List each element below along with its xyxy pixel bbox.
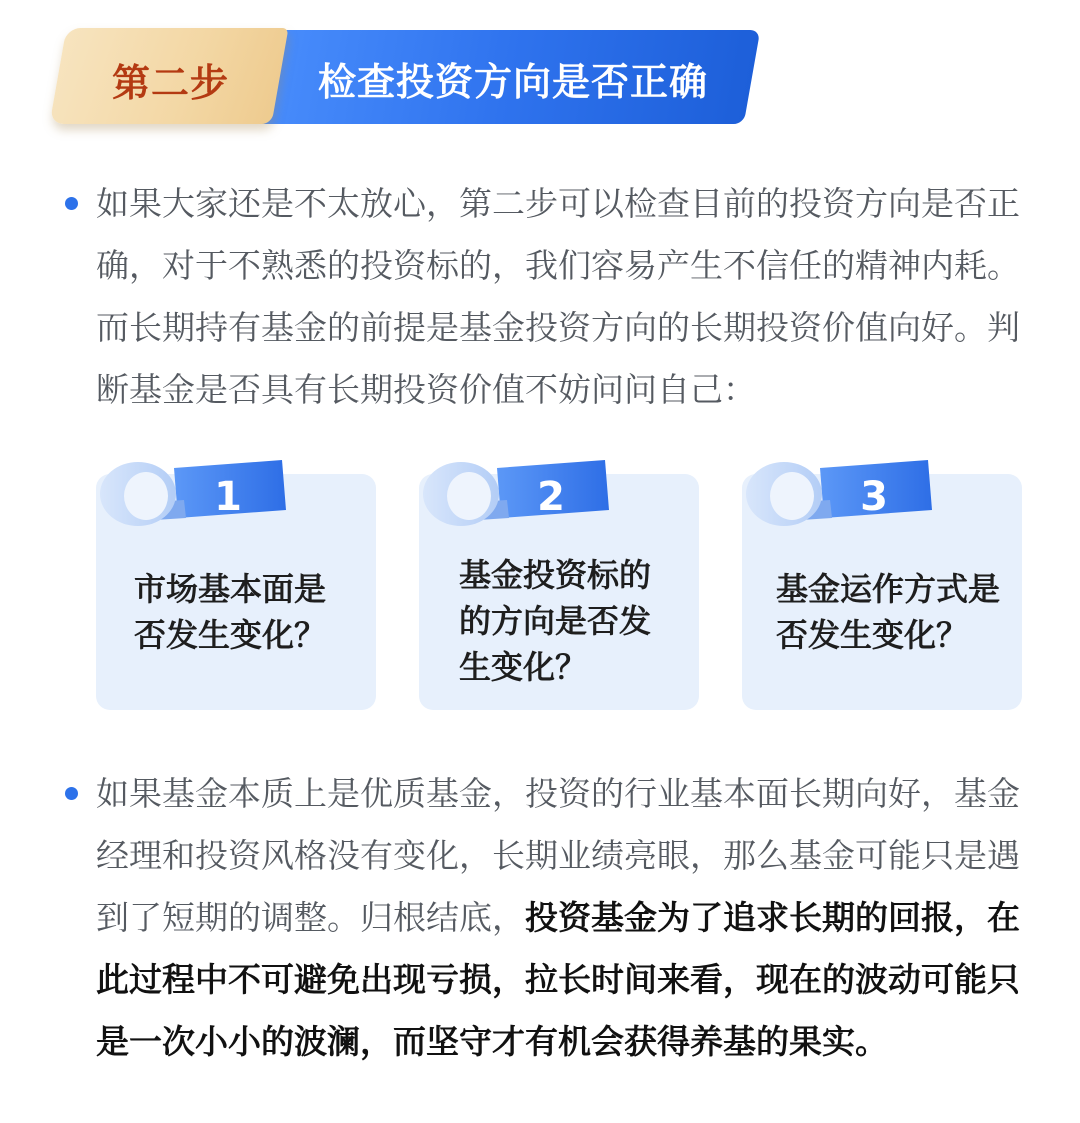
conclusion-paragraph (96, 763, 1026, 1073)
card-question: 市场基本面是否发生变化？ (134, 570, 327, 654)
bullet-dot-icon (65, 787, 78, 800)
question-card-2 (419, 474, 699, 710)
section-header-banner (56, 28, 756, 128)
card-number: 1 (214, 474, 242, 520)
bullet-dot-icon (65, 197, 78, 210)
question-card-3 (742, 474, 1022, 710)
conclusion-text-normal: 如果基金本质上是优质基金，投资的行业基本面长期向好，基金经理和投资风格没有变化，长期业绩亮眼，那么基金可能只是遇到了短期的调整。归根结底， (96, 774, 1020, 937)
question-card-1 (96, 474, 376, 710)
card-question: 基金运作方式是否发生变化？ (776, 570, 1001, 654)
conclusion-text-bold: 投资基金为了追求长期的回报，在此过程中不可避免出现亏损，拉长时间来看，现在的波动可能只是一次小小的波澜，而坚守才有机会获得养基的果实。 (96, 898, 1020, 1061)
intro-paragraph-text: 如果大家还是不太放心，第二步可以检查目前的投资方向是否正确，对于不熟悉的投资标的，我们容易产生不信任的精神内耗。而长期持有基金的前提是基金投资方向的长期投资价值向好。判断基金是否具有长期投资价值不妨问问自己： (96, 184, 1020, 409)
card-question: 基金投资标的的方向是否发生变化？ (459, 556, 652, 686)
section-title: 检查投资方向是否正确 (318, 60, 709, 104)
intro-paragraph (96, 173, 1026, 421)
card-number: 3 (860, 474, 888, 520)
card-number: 2 (537, 474, 565, 520)
step-label: 第二步 (112, 61, 230, 105)
